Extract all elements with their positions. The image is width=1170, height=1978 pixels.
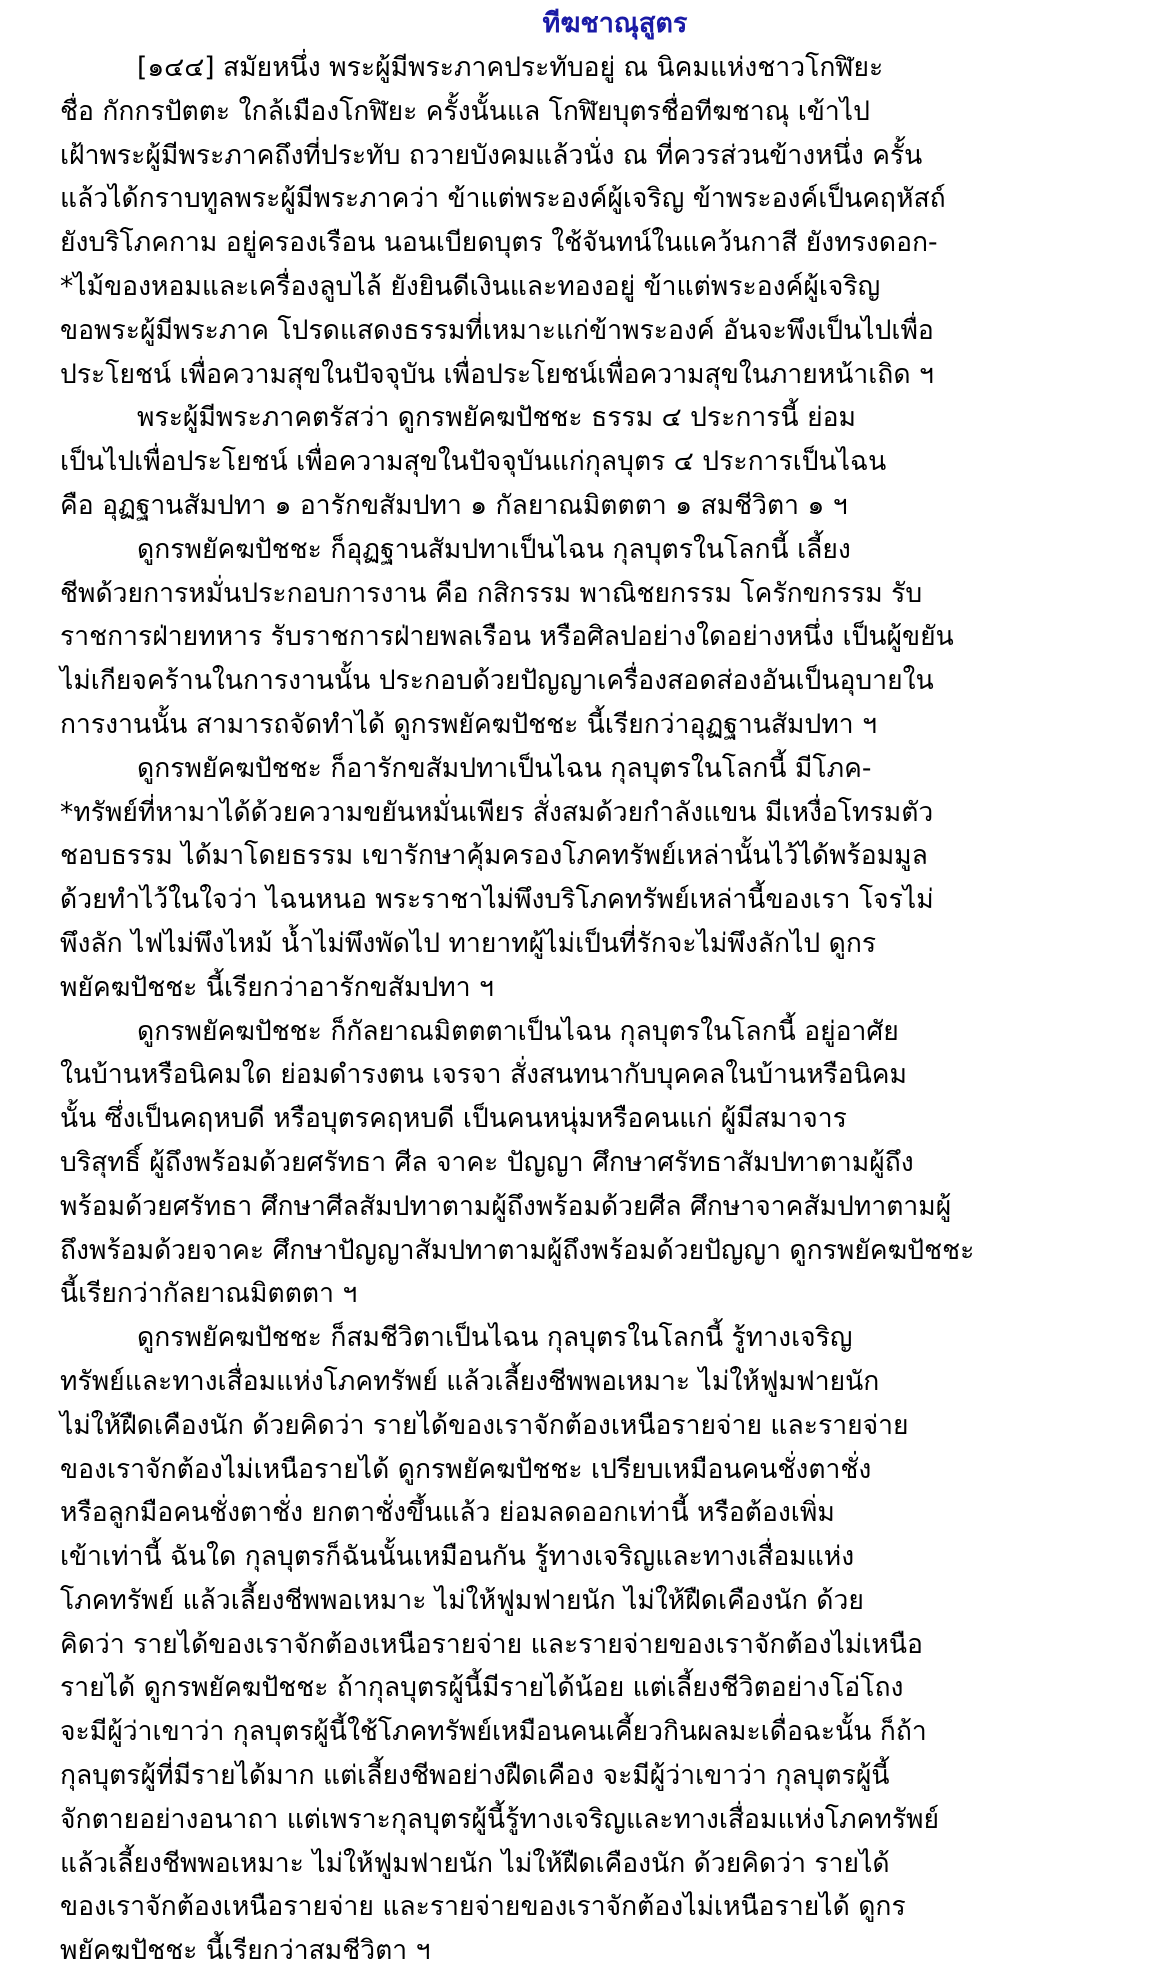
text-line: รายได้ ดูกรพยัคฆปัชชะ ถ้ากุลบุตรผู้นี้มีรายได้น้อย แต่เลี้ยงชีวิตอย่างโอ่โถง [60,1672,904,1704]
text-line: บริสุทธิ์ ผู้ถึงพร้อมด้วยศรัทธา ศีล จาคะ ปัญญา ศึกษาศรัทธาสัมปทาตามผู้ถึง [60,1146,914,1178]
text-line: นี้เรียกว่ากัลยาณมิตตตา ฯ [60,1278,358,1310]
text-line: พร้อมด้วยศรัทธา ศึกษาศีลสัมปทาตามผู้ถึงพร้อมด้วยศีล ศึกษาจาคสัมปทาตามผู้ [60,1190,952,1222]
text-line: กุลบุตรผู้ที่มีรายได้มาก แต่เลี้ยงชีพอย่างฝืดเคือง จะมีผู้ว่าเขาว่า กุลบุตรผู้นี้ [60,1760,890,1792]
text-line: นั้น ซึ่งเป็นคฤหบดี หรือบุตรคฤหบดี เป็นคนหนุ่มหรือคนแก่ ผู้มีสมาจาร [60,1103,847,1135]
text-line: จะมีผู้ว่าเขาว่า กุลบุตรผู้นี้ใช้โภคทรัพย์เหมือนคนเคี้ยวกินผลมะเดื่อฉะนั้น ก็ถ้า [60,1716,927,1748]
text-line: เฝ้าพระผู้มีพระภาคถึงที่ประทับ ถวายบังคมแล้วนั่ง ณ ที่ควรส่วนข้างหนึ่ง ครั้น [60,139,923,171]
text-line: ประโยชน์ เพื่อความสุขในปัจจุบัน เพื่อประโยชน์เพื่อความสุขในภายหน้าเถิด ฯ [60,358,934,390]
text-line: จักตายอย่างอนาถา แต่เพราะกุลบุตรผู้นี้รู้ทางเจริญและทางเสื่อมแห่งโภคทรัพย์ [60,1803,940,1835]
text-line: *ทรัพย์ที่หามาได้ด้วยความขยันหมั่นเพียร สั่งสมด้วยกำลังแขน มีเหงื่อโทรมตัว [60,796,934,828]
paragraph-first-line: พระผู้มีพระภาคตรัสว่า ดูกรพยัคฆปัชชะ ธรรม ๔ ประการนี้ ย่อม [137,402,856,434]
text-line: ในบ้านหรือนิคมใด ย่อมดำรงตน เจรจา สั่งสนทนากับบุคคลในบ้านหรือนิคม [60,1059,907,1091]
paragraph-first-line: ดูกรพยัคฆปัชชะ ก็กัลยาณมิตตตาเป็นไฉน กุลบุตรในโลกนี้ อยู่อาศัย [137,1015,899,1047]
text-line: เป็นไปเพื่อประโยชน์ เพื่อความสุขในปัจจุบันแก่กุลบุตร ๔ ประการเป็นไฉน [60,446,887,478]
text-line: คิดว่า รายได้ของเราจักต้องเหนือรายจ่าย และรายจ่ายของเราจักต้องไม่เหนือ [60,1628,923,1660]
paragraph-first-line: ดูกรพยัคฆปัชชะ ก็อุฏฐานสัมปทาเป็นไฉน กุลบุตรในโลกนี้ เลี้ยง [137,533,851,565]
paragraph-first-line: ดูกรพยัคฆปัชชะ ก็อารักขสัมปทาเป็นไฉน กุลบุตรในโลกนี้ มีโภค- [137,752,872,784]
text-line: ชื่อ กักกรปัตตะ ใกล้เมืองโกฬิยะ ครั้งนั้นแล โกฬิยบุตรชื่อทีฆชาณุ เข้าไป [60,95,870,127]
text-line: ชอบธรรม ได้มาโดยธรรม เขารักษาคุ้มครองโภคทรัพย์เหล่านั้นไว้ได้พร้อมมูล [60,840,928,872]
text-line: โภคทรัพย์ แล้วเลี้ยงชีพพอเหมาะ ไม่ให้ฟูมฟายนัก ไม่ให้ฝืดเคืองนัก ด้วย [60,1584,864,1616]
text-line: ทรัพย์และทางเสื่อมแห่งโภคทรัพย์ แล้วเลี้ยงชีพพอเหมาะ ไม่ให้ฟูมฟายนัก [60,1365,880,1397]
text-line: ของเราจักต้องเหนือรายจ่าย และรายจ่ายของเราจักต้องไม่เหนือรายได้ ดูกร [60,1891,906,1923]
text-line: แล้วได้กราบทูลพระผู้มีพระภาคว่า ข้าแต่พระองค์ผู้เจริญ ข้าพระองค์เป็นคฤหัสถ์ [60,183,946,215]
text-line: แล้วเลี้ยงชีพพอเหมาะ ไม่ให้ฟูมฟายนัก ไม่ให้ฝืดเคืองนัก ด้วยคิดว่า รายได้ [60,1847,890,1879]
document-title: ทีฆชาณุสูตร [542,8,688,39]
text-line: ของเราจักต้องไม่เหนือรายได้ ดูกรพยัคฆปัชชะ เปรียบเหมือนคนชั่งตาชั่ง [60,1453,872,1485]
text-line: เข้าเท่านี้ ฉันใด กุลบุตรก็ฉันนั้นเหมือนกัน รู้ทางเจริญและทางเสื่อมแห่ง [60,1541,855,1573]
text-line: ยังบริโภคกาม อยู่ครองเรือน นอนเบียดบุตร ใช้จันทน์ในแคว้นกาสี ยังทรงดอก- [60,227,938,259]
text-line: หรือลูกมือคนชั่งตาชั่ง ยกตาชั่งขึ้นแล้ว ย่อมลดออกเท่านี้ หรือต้องเพิ่ม [60,1497,835,1529]
paragraph-first-line: ดูกรพยัคฆปัชชะ ก็สมชีวิตาเป็นไฉน กุลบุตรในโลกนี้ รู้ทางเจริญ [137,1322,853,1354]
text-line: ไม่เกียจคร้านในการงานนั้น ประกอบด้วยปัญญาเครื่องสอดส่องอันเป็นอุบายใน [60,665,934,697]
paragraph-first-line: [๑๔๔] สมัยหนึ่ง พระผู้มีพระภาคประทับอยู่ ณ นิคมแห่งชาวโกฬิยะ [137,52,884,83]
document-body [60,46,1170,1973]
text-line: ถึงพร้อมด้วยจาคะ ศึกษาปัญญาสัมปทาตามผู้ถึงพร้อมด้วยปัญญา ดูกรพยัคฆปัชชะ [60,1234,975,1266]
text-line: ไม่ให้ฝืดเคืองนัก ด้วยคิดว่า รายได้ของเราจักต้องเหนือรายจ่าย และรายจ่าย [60,1409,909,1441]
text-line: ชีพด้วยการหมั่นประกอบการงาน คือ กสิกรรม พาณิชยกรรม โครักขกรรม รับ [60,577,923,609]
text-line: *ไม้ของหอมและเครื่องลูบไล้ ยังยินดีเงินและทองอยู่ ข้าแต่พระองค์ผู้เจริญ [60,270,881,302]
text-line: คือ อุฏฐานสัมปทา ๑ อารักขสัมปทา ๑ กัลยาณมิตตตา ๑ สมชีวิตา ๑ ฯ [60,489,848,521]
text-line: การงานนั้น สามารถจัดทำได้ ดูกรพยัคฆปัชชะ นี้เรียกว่าอุฏฐานสัมปทา ฯ [60,708,877,740]
text-line: ด้วยทำไว้ในใจว่า ไฉนหนอ พระราชาไม่พึงบริโภคทรัพย์เหล่านี้ของเรา โจรไม่ [60,884,934,916]
text-line: พยัคฆปัชชะ นี้เรียกว่าสมชีวิตา ฯ [60,1935,431,1967]
text-line: ขอพระผู้มีพระภาค โปรดแสดงธรรมที่เหมาะแก่ข้าพระองค์ อันจะพึงเป็นไปเพื่อ [60,314,934,346]
text-line: พยัคฆปัชชะ นี้เรียกว่าอารักขสัมปทา ฯ [60,971,494,1003]
text-line: พึงลัก ไฟไม่พึงไหม้ น้ำไม่พึงพัดไป ทายาทผู้ไม่เป็นที่รักจะไม่พึงลักไป ดูกร [60,927,877,959]
text-line: ราชการฝ่ายทหาร รับราชการฝ่ายพลเรือน หรือศิลปอย่างใดอย่างหนึ่ง เป็นผู้ขยัน [60,621,954,653]
